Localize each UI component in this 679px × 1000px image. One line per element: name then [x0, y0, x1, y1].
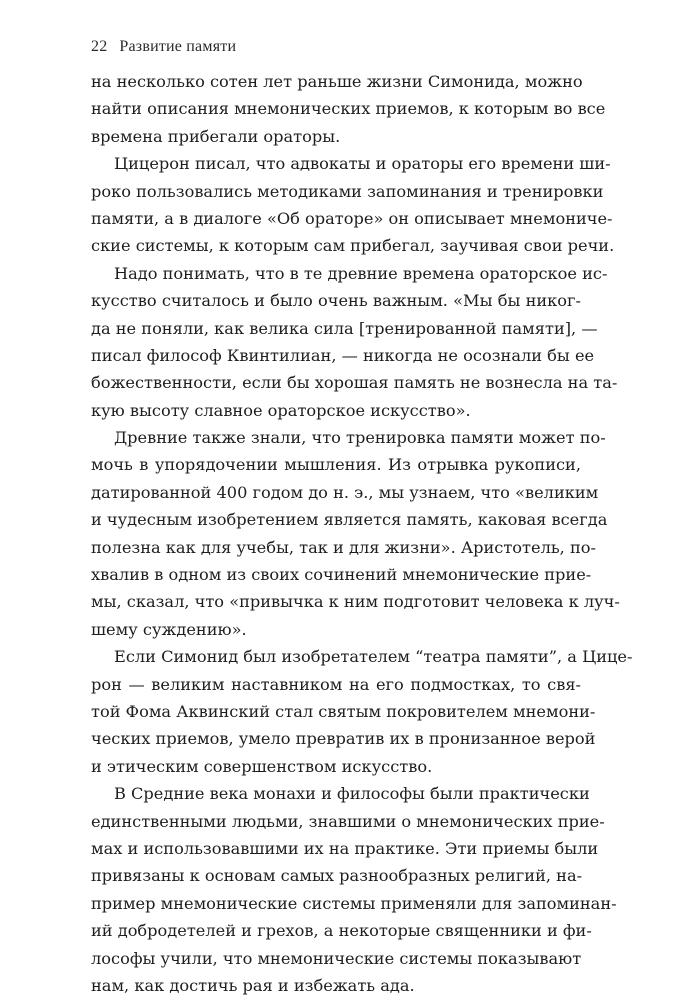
text-line: времена прибегали ораторы.	[91, 126, 341, 146]
text-line: и этическим совершенством искусство.	[91, 756, 433, 776]
text-line: да не поняли, как велика сила [тренированной памяти], —	[91, 318, 598, 338]
body-text	[91, 68, 633, 999]
text-line: роко пользовались методиками запоминания и тренировки	[91, 181, 604, 201]
text-line: кую высоту славное ораторское искусство».	[91, 400, 471, 420]
text-line: найти описания мнемонических приемов, к которым во все	[91, 99, 606, 119]
text-line: В Средние века монахи и философы были практически	[114, 784, 590, 804]
text-line: хвалив в одном из своих сочинений мнемонические прие-	[91, 565, 592, 585]
text-line: Цицерон писал, что адвокаты и ораторы его времени ши-	[114, 154, 611, 174]
text-line: мочь в упорядочении мышления. Из отрывка рукописи,	[91, 455, 581, 475]
text-line: единственными людьми, знавшими о мнемонических прие-	[91, 811, 605, 831]
text-line: нам, как достичь рая и избежать ада.	[91, 975, 415, 995]
text-line: Надо понимать, что в те древние времена ораторское ис-	[114, 263, 608, 283]
running-head	[91, 38, 236, 56]
paragraph-1	[91, 68, 606, 150]
paragraph-2	[91, 150, 615, 260]
text-line: ий добродетелей и грехов, а некоторые священники и фи-	[91, 921, 592, 941]
text-line: и чудесным изобретением является память, каковая всегда	[91, 510, 608, 530]
paragraph-4	[91, 424, 620, 643]
text-line: лософы учили, что мнемонические системы показывают	[91, 948, 582, 968]
page-number: 22	[91, 38, 108, 55]
text-line: на несколько сотен лет раньше жизни Симонида, можно	[91, 72, 583, 91]
text-line: ческих приемов, умело превратив их в пронизанное верой	[91, 729, 596, 749]
text-line: привязаны к основам самых разнообразных религий, на-	[91, 866, 583, 886]
text-line: датированной 400 годом до н. э., мы узнаем, что «великим	[91, 482, 599, 502]
text-line: рон — великим наставником на его подмостках, то свя-	[91, 674, 581, 694]
text-line: кусство считалось и было очень важным. «Мы бы никог-	[91, 291, 581, 311]
text-line: ские системы, к которым сам прибегал, заучивая свои речи.	[91, 236, 615, 256]
text-line: мы, сказал, что «привычка к ним подготовит человека к луч-	[91, 592, 620, 612]
paragraph-5	[91, 643, 633, 780]
text-line: писал философ Квинтилиан, — никогда не осознали бы ее	[91, 345, 595, 365]
text-line: полезна как для учебы, так и для жизни». Аристотель, по-	[91, 537, 596, 557]
text-line: пример мнемонические системы применяли для запоминан-	[91, 893, 617, 913]
text-line: памяти, а в диалоге «Об ораторе» он описывает мнемониче-	[91, 208, 613, 228]
text-line: божественности, если бы хорошая память не вознесла на та-	[91, 373, 618, 393]
running-title: Развитие памяти	[119, 38, 237, 55]
text-line: шему суждению».	[91, 619, 247, 639]
text-line: той Фома Аквинский стал святым покровителем мнемони-	[91, 701, 596, 721]
text-line: Если Симонид был изобретателем “театра памяти”, а Цице-	[114, 647, 633, 667]
paragraph-6	[91, 780, 617, 999]
paragraph-3	[91, 260, 618, 424]
text-line: Древние также знали, что тренировка памяти может по-	[114, 428, 606, 448]
text-line: мах и использовавшими их на практике. Эти приемы были	[91, 838, 599, 858]
